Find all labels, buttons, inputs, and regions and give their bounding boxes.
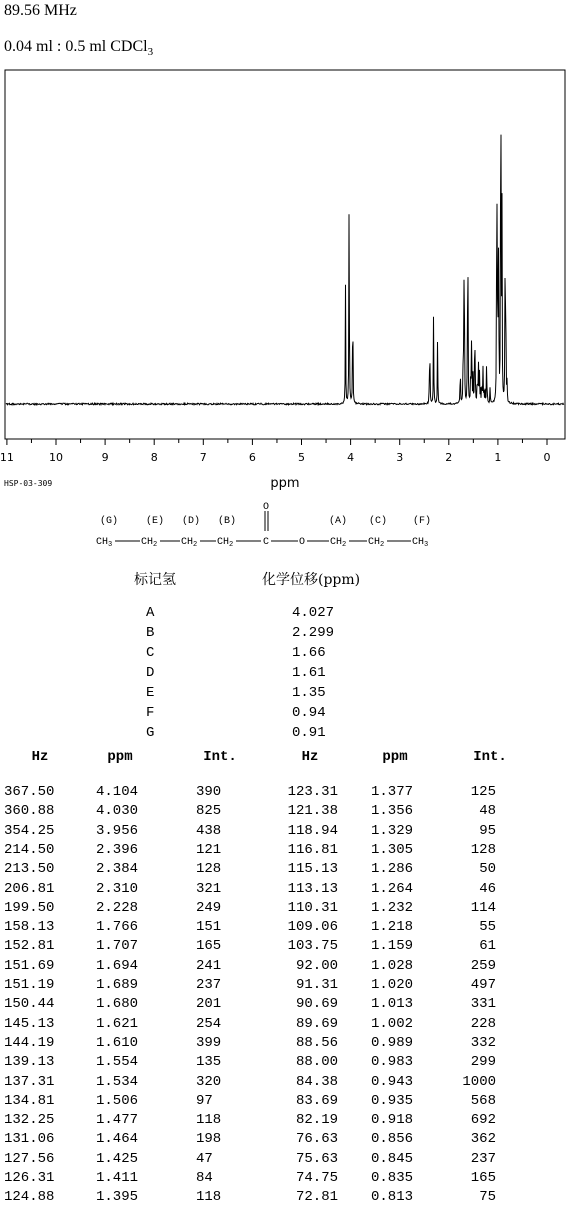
hz-value: 84.38 <box>295 1073 338 1090</box>
group-ch2-a: $CH_2$ <box>330 537 347 549</box>
group-ch2-d: $CH_2$ <box>181 537 198 549</box>
x-tick-label: 3 <box>396 451 404 464</box>
intensity-value: 320 <box>196 1073 222 1090</box>
ppm-value: 1.411 <box>96 1170 139 1186</box>
hz-value: 72.81 <box>295 1189 338 1206</box>
hz-value: 83.69 <box>295 1092 338 1109</box>
catalog-id: HSP-03-309 <box>4 479 53 488</box>
chemical-shift-value: 4.027 <box>292 605 335 621</box>
intensity-value: 1000 <box>462 1073 496 1090</box>
intensity-value: 61 <box>479 938 496 955</box>
intensity-value: 118 <box>196 1189 222 1206</box>
hz-value: 131.06 <box>4 1131 55 1148</box>
group-ch2-e: $CH_2$ <box>141 537 158 549</box>
ppm-value: 1.506 <box>96 1092 139 1109</box>
hz-value: 139.13 <box>4 1054 55 1071</box>
group-ch3-f: $CH_3$ <box>412 537 429 549</box>
intensity-value: 128 <box>470 841 496 858</box>
hz-value: 367.50 <box>4 784 55 800</box>
intensity-value: 84 <box>196 1170 213 1186</box>
intensity-value: 321 <box>196 880 222 897</box>
intensity-value: 241 <box>196 957 222 974</box>
ppm-value: 1.395 <box>96 1189 139 1206</box>
hydrogen-label: C <box>146 645 155 661</box>
hz-value: 127.56 <box>4 1150 55 1167</box>
ppm-value: 1.477 <box>96 1112 139 1129</box>
ppm-value: 1.694 <box>96 957 139 974</box>
header-int: Int. <box>203 749 237 765</box>
header-int-2: Int. <box>473 749 507 765</box>
hz-value: 199.50 <box>4 899 55 916</box>
hz-value: 103.75 <box>287 938 338 955</box>
intensity-value: 55 <box>479 919 496 936</box>
label-D: (D) <box>182 516 201 527</box>
intensity-value: 121 <box>196 841 222 858</box>
hz-value: 75.63 <box>295 1150 338 1167</box>
header-hz-2: Hz <box>301 749 319 765</box>
label-A: (A) <box>329 516 348 527</box>
hz-value: 121.38 <box>287 803 338 820</box>
hz-value: 213.50 <box>4 861 55 878</box>
x-tick-label: 4 <box>347 451 355 464</box>
x-tick-label: 0 <box>543 451 551 464</box>
ppm-value: 0.943 <box>371 1073 414 1090</box>
chemical-shift-value: 1.66 <box>292 645 326 661</box>
intensity-value: 332 <box>470 1034 496 1051</box>
intensity-value: 438 <box>196 822 222 839</box>
chemical-shift-value: 1.61 <box>292 665 326 681</box>
header-ppm: ppm <box>107 749 133 765</box>
ppm-value: 1.534 <box>96 1073 139 1090</box>
intensity-value: 399 <box>196 1034 222 1051</box>
intensity-value: 362 <box>470 1131 496 1148</box>
hz-value: 91.31 <box>295 977 338 993</box>
intensity-value: 47 <box>196 1150 213 1167</box>
hydrogen-label: B <box>146 625 155 641</box>
ppm-value: 1.707 <box>96 938 139 955</box>
ppm-value: 1.680 <box>96 996 139 1013</box>
x-tick-label: 11 <box>0 451 14 464</box>
ppm-value: 1.621 <box>96 1015 139 1032</box>
hydrogen-label: A <box>146 605 155 621</box>
ppm-value: 1.425 <box>96 1150 139 1167</box>
hydrogen-label: F <box>146 705 155 721</box>
ppm-value: 1.329 <box>371 822 414 839</box>
ppm-value: 1.305 <box>371 841 414 858</box>
hz-value: 354.25 <box>4 822 55 839</box>
intensity-value: 201 <box>196 996 222 1013</box>
x-tick-label: 8 <box>150 451 158 464</box>
group-o: O <box>299 537 306 548</box>
solvent-ratio: 0.04 ml : 0.5 ml CDCl <box>4 38 148 55</box>
chemical-shift-value: 0.91 <box>292 725 326 741</box>
hz-value: 82.19 <box>295 1112 338 1129</box>
ppm-value: 0.813 <box>371 1189 414 1206</box>
ppm-value: 0.989 <box>371 1034 414 1051</box>
hz-value: 151.19 <box>4 977 55 993</box>
label-B: (B) <box>218 516 237 527</box>
group-c: C <box>263 537 270 548</box>
hz-value: 74.75 <box>295 1170 338 1186</box>
hz-value: 126.31 <box>4 1170 55 1186</box>
ppm-value: 0.845 <box>371 1150 414 1167</box>
ppm-value: 1.218 <box>371 919 414 936</box>
hz-value: 132.25 <box>4 1112 55 1129</box>
intensity-value: 165 <box>470 1170 496 1186</box>
hz-value: 90.69 <box>295 996 338 1013</box>
solvent-subscript: 3 <box>147 46 154 58</box>
hz-value: 151.69 <box>4 957 55 974</box>
intensity-value: 228 <box>470 1015 496 1032</box>
intensity-value: 259 <box>470 957 496 974</box>
label-E: (E) <box>146 516 165 527</box>
spectrum-trace <box>6 135 564 405</box>
ppm-value: 1.464 <box>96 1131 139 1148</box>
carbonyl-oxygen: O <box>263 502 270 513</box>
ppm-value: 0.856 <box>371 1131 414 1148</box>
hz-value: 113.13 <box>287 880 338 897</box>
hz-value: 76.63 <box>295 1131 338 1148</box>
ppm-value: 2.310 <box>96 880 139 897</box>
hz-value: 89.69 <box>295 1015 338 1032</box>
hydrogen-label: D <box>146 665 155 681</box>
intensity-value: 114 <box>470 899 496 916</box>
hydrogen-label: E <box>146 685 155 701</box>
intensity-value: 825 <box>196 803 222 820</box>
label-C: (C) <box>369 516 388 527</box>
intensity-value: 390 <box>196 784 222 800</box>
hz-value: 137.31 <box>4 1073 55 1090</box>
x-tick-label: 1 <box>494 451 502 464</box>
ppm-value: 1.028 <box>371 957 414 974</box>
ppm-value: 3.956 <box>96 822 139 839</box>
hz-value: 144.19 <box>4 1034 55 1051</box>
intensity-value: 331 <box>470 996 496 1013</box>
ppm-value: 4.030 <box>96 803 139 820</box>
intensity-value: 46 <box>479 880 496 897</box>
x-axis-label: ppm <box>270 476 300 491</box>
chemical-shift-value: 1.35 <box>292 685 326 701</box>
ppm-value: 0.983 <box>371 1054 414 1071</box>
intensity-value: 75 <box>479 1189 496 1206</box>
intensity-value: 692 <box>470 1112 496 1129</box>
x-tick-label: 5 <box>298 451 305 464</box>
hz-value: 123.31 <box>287 784 338 800</box>
ppm-value: 1.554 <box>96 1054 139 1071</box>
col-hydrogen-label: 标记氢 <box>134 572 176 588</box>
intensity-value: 237 <box>470 1150 496 1167</box>
ppm-value: 1.766 <box>96 919 139 936</box>
header-hz: Hz <box>31 749 49 765</box>
chemical-shift-value: 0.94 <box>292 705 326 721</box>
ppm-value: 1.020 <box>371 977 414 993</box>
intensity-value: 198 <box>196 1131 222 1148</box>
plot-frame <box>5 70 565 439</box>
ppm-value: 1.356 <box>371 803 414 820</box>
hz-value: 88.00 <box>295 1054 338 1071</box>
intensity-value: 128 <box>196 861 222 878</box>
ppm-value: 1.232 <box>371 899 414 916</box>
intensity-value: 97 <box>196 1092 213 1109</box>
intensity-value: 254 <box>196 1015 222 1032</box>
intensity-value: 151 <box>196 919 222 936</box>
label-F: (F) <box>413 516 432 527</box>
chemical-shift-value: 2.299 <box>292 625 335 641</box>
group-ch3-g: $CH_3$ <box>96 537 113 549</box>
ppm-value: 1.013 <box>371 996 414 1013</box>
hz-value: 158.13 <box>4 919 55 936</box>
sample-solvent <box>4 38 153 58</box>
header-ppm-2: ppm <box>382 749 408 765</box>
ppm-value: 4.104 <box>96 784 139 800</box>
x-tick-label: 10 <box>49 451 63 464</box>
ppm-value: 1.264 <box>371 880 414 897</box>
hz-value: 115.13 <box>287 861 338 878</box>
hz-value: 145.13 <box>4 1015 55 1032</box>
intensity-value: 95 <box>479 822 496 839</box>
intensity-value: 118 <box>196 1112 222 1129</box>
hz-value: 88.56 <box>295 1034 338 1051</box>
x-axis-ticks <box>7 439 547 445</box>
hz-value: 92.00 <box>295 957 338 974</box>
ppm-value: 2.384 <box>96 861 139 878</box>
hz-value: 206.81 <box>4 880 55 897</box>
intensity-value: 50 <box>479 861 496 878</box>
nmr-spectrum-chart <box>0 64 570 476</box>
x-axis-tick-labels <box>0 451 550 464</box>
intensity-value: 125 <box>470 784 496 800</box>
ppm-value: 2.396 <box>96 841 139 858</box>
hz-value: 116.81 <box>287 841 338 858</box>
intensity-value: 299 <box>470 1054 496 1071</box>
x-tick-label: 9 <box>101 451 109 464</box>
intensity-value: 568 <box>470 1092 496 1109</box>
hz-value: 214.50 <box>4 841 55 858</box>
intensity-value: 497 <box>470 977 496 993</box>
hz-value: 118.94 <box>287 822 338 839</box>
molecule-structure <box>96 500 456 550</box>
label-G: (G) <box>100 516 119 527</box>
hz-value: 150.44 <box>4 996 55 1013</box>
hz-value: 134.81 <box>4 1092 55 1109</box>
intensity-value: 237 <box>196 977 222 993</box>
ppm-value: 0.918 <box>371 1112 414 1129</box>
ppm-value: 2.228 <box>96 899 139 916</box>
ppm-value: 1.689 <box>96 977 139 993</box>
ppm-value: 1.159 <box>371 938 414 955</box>
ppm-value: 1.286 <box>371 861 414 878</box>
col-chemical-shift: 化学位移(ppm) <box>262 572 361 588</box>
ppm-value: 1.377 <box>371 784 414 800</box>
ppm-value: 0.835 <box>371 1170 414 1186</box>
intensity-value: 165 <box>196 938 222 955</box>
ppm-value: 0.935 <box>371 1092 414 1109</box>
hydrogen-label: G <box>146 725 155 741</box>
hz-value: 110.31 <box>287 899 338 916</box>
ppm-value: 1.610 <box>96 1034 139 1051</box>
group-ch2-b: $CH_2$ <box>217 537 234 549</box>
ppm-value: 1.002 <box>371 1015 414 1032</box>
hz-value: 124.88 <box>4 1189 55 1206</box>
hz-value: 152.81 <box>4 938 55 955</box>
hz-value: 360.88 <box>4 803 55 820</box>
hz-value: 109.06 <box>287 919 338 936</box>
group-ch2-c: $CH_2$ <box>368 537 385 549</box>
intensity-value: 48 <box>479 803 496 820</box>
x-tick-label: 7 <box>199 451 207 464</box>
x-tick-label: 6 <box>248 451 256 464</box>
spectrometer-frequency: 89.56 MHz <box>4 2 77 19</box>
intensity-value: 135 <box>196 1054 222 1071</box>
x-tick-label: 2 <box>445 451 453 464</box>
intensity-value: 249 <box>196 899 222 916</box>
